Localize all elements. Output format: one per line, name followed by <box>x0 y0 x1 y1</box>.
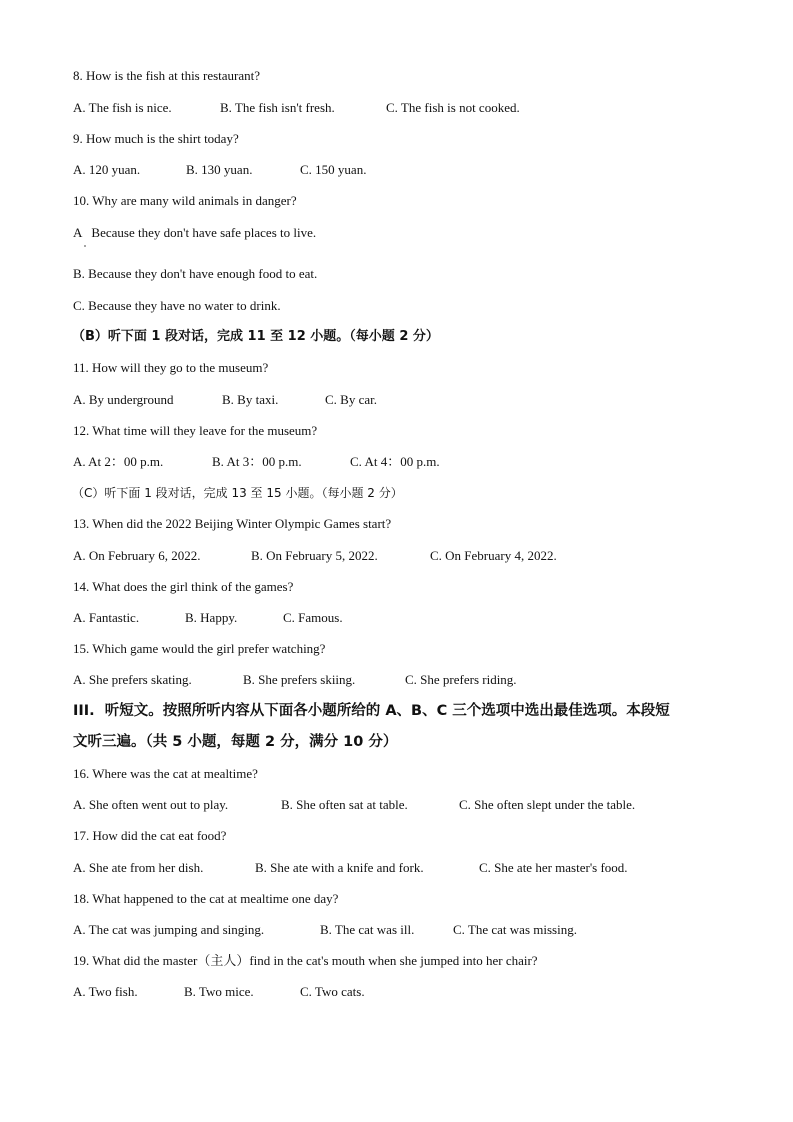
q18-option-b: B. The cat was ill. <box>320 922 415 937</box>
q9-option-a: A. 120 yuan. <box>73 162 141 177</box>
q16-option-b: B. She often sat at table. <box>281 797 408 812</box>
q19-option-a: A. Two fish. <box>73 984 138 999</box>
q15-option-b: B. She prefers skiing. <box>243 672 356 687</box>
q17-option-b: B. She ate with a knife and fork. <box>255 860 424 875</box>
section-iii-heading-line-2: 文听三遍。（共 5 小题，每题 2 分，满分 10 分） <box>73 734 398 750</box>
q14-option-b: B. Happy. <box>185 610 238 625</box>
q18-option-c: C. The cat was missing. <box>453 922 577 937</box>
q18-option-a: A. The cat was jumping and singing. <box>73 922 265 937</box>
q8-option-a: A. The fish is nice. <box>73 100 172 115</box>
q14-option-a: A. Fantastic. <box>73 610 140 625</box>
question-19: 19. What did the master（主人）find in the cat's mouth when she jumped into her chair? <box>73 953 538 968</box>
q11-option-c: C. By car. <box>325 392 377 407</box>
section-b-heading: （B）听下面 1 段对话，完成 11 至 12 小题。（每小题 2 分） <box>72 329 439 344</box>
q9-option-c: C. 150 yuan. <box>300 162 367 177</box>
q11-option-a: A. By underground <box>73 392 174 407</box>
q11-option-b: B. By taxi. <box>222 392 279 407</box>
q19-option-c: C. Two cats. <box>300 984 365 999</box>
q16-option-c: C. She often slept under the table. <box>459 797 636 812</box>
q12-option-b: B. At 3：00 p.m. <box>212 454 302 469</box>
q12-option-c: C. At 4：00 p.m. <box>350 454 440 469</box>
q10-option-b: B. Because they don't have enough food to eat. <box>73 266 318 281</box>
q10-option-c: C. Because they have no water to drink. <box>73 298 281 313</box>
question-15: 15. Which game would the girl prefer watching? <box>73 641 326 656</box>
q14-option-c: C. Famous. <box>283 610 343 625</box>
q8-option-b: B. The fish isn't fresh. <box>220 100 335 115</box>
question-18: 18. What happened to the cat at mealtime one day? <box>73 891 339 906</box>
section-c-heading: （C）听下面 1 段对话，完成 13 至 15 小题。（每小题 2 分） <box>72 486 403 500</box>
q19-option-b: B. Two mice. <box>184 984 254 999</box>
q9-option-b: B. 130 yuan. <box>186 162 253 177</box>
q17-option-c: C. She ate her master's food. <box>479 860 628 875</box>
question-13: 13. When did the 2022 Beijing Winter Olympic Games start? <box>73 516 392 531</box>
q10-option-a: A Because they don't have safe places to live. <box>73 225 317 240</box>
question-9: 9. How much is the shirt today? <box>73 131 239 146</box>
question-11: 11. How will they go to the museum? <box>73 360 269 375</box>
question-16: 16. Where was the cat at mealtime? <box>73 766 258 781</box>
q13-option-b: B. On February 5, 2022. <box>251 548 378 563</box>
question-12: 12. What time will they leave for the museum? <box>73 423 318 438</box>
q15-option-c: C. She prefers riding. <box>405 672 517 687</box>
q13-option-a: A. On February 6, 2022. <box>73 548 201 563</box>
q16-option-a: A. She often went out to play. <box>73 797 229 812</box>
q17-option-a: A. She ate from her dish. <box>73 860 204 875</box>
section-iii-heading-line-1: III. 听短文。按照所听内容从下面各小题所给的 A、B、C 三个选项中选出最佳选项。本段短 <box>73 703 670 719</box>
question-17: 17. How did the cat eat food? <box>73 828 227 843</box>
q12-option-a: A. At 2：00 p.m. <box>73 454 164 469</box>
question-8: 8. How is the fish at this restaurant? <box>73 68 261 83</box>
q8-option-c: C. The fish is not cooked. <box>386 100 520 115</box>
question-10: 10. Why are many wild animals in danger? <box>73 193 297 208</box>
q13-option-c: C. On February 4, 2022. <box>430 548 557 563</box>
question-14: 14. What does the girl think of the games? <box>73 579 294 594</box>
q15-option-a: A. She prefers skating. <box>73 672 192 687</box>
stray-dot <box>84 245 86 247</box>
